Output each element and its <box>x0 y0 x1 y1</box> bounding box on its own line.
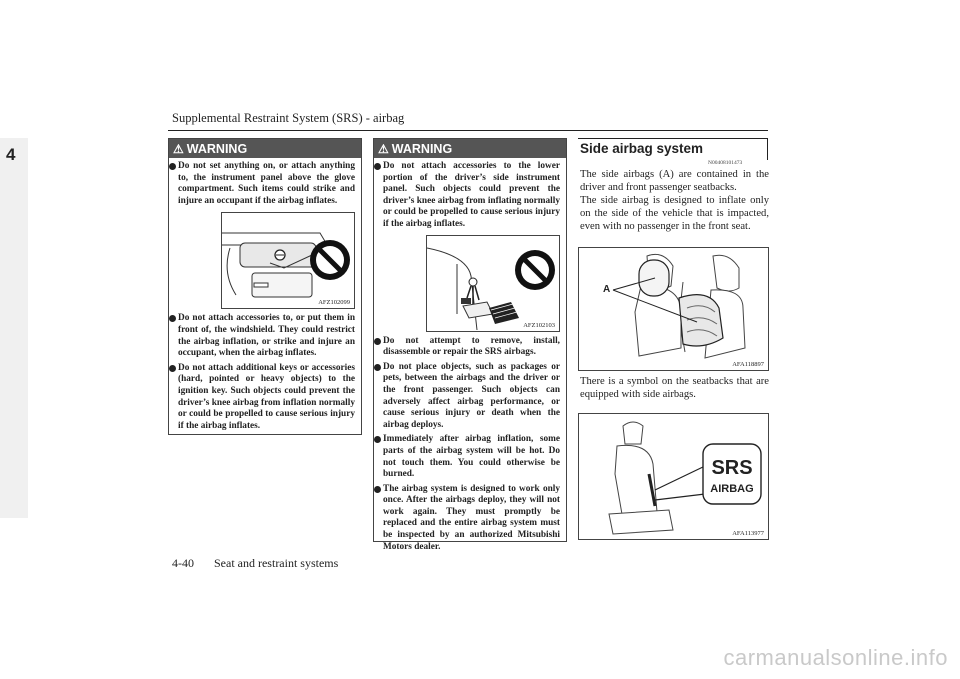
bullet-dot-icon <box>169 315 176 322</box>
figure-code: AFZ102099 <box>318 299 350 307</box>
warning-bullet <box>169 313 361 359</box>
section-title: Side airbag system <box>580 141 704 156</box>
knee-panel-illustration <box>427 236 560 331</box>
side-airbag-seat-figure <box>578 247 769 371</box>
warning-bullet <box>169 161 361 207</box>
bullet-text: Immediately after airbag inflation, some parts of the airbag system will be hot. Do not touch them. You could otherwise be burned. <box>383 434 560 480</box>
page-number: 4-40 <box>172 556 194 570</box>
warning-triangle-icon: ⚠ <box>378 141 389 156</box>
middle-warning-box <box>373 138 567 552</box>
chapter-tab <box>0 138 28 518</box>
footer-section-name: Seat and restraint systems <box>214 556 339 570</box>
header-rule <box>168 130 768 131</box>
bullet-text: Do not attach accessories to the lower portion of the driver’s side instrument panel. Such objects could prevent the driver’s knee airbag from inflating normally or could be propelled to cause serious injury if the airbag inflates. <box>383 161 560 229</box>
warning-triangle-icon: ⚠ <box>173 141 184 156</box>
paragraph-seatback-symbol: There is a symbol on the seatbacks that are equipped with side airbags. <box>580 376 769 401</box>
left-warning-heading: WARNING <box>186 141 248 156</box>
left-warning-box <box>168 138 362 435</box>
middle-warning-header <box>374 139 566 158</box>
instrument-panel-illustration <box>222 213 355 308</box>
bullet-text: Do not attach additional keys or accessories (hard, pointed or heavy objects) to the ignition key. Such objects could prevent the driver’s knee airbag from inflation normally or could be propelled to cause serious injury if the airbag inflates. <box>178 362 355 431</box>
bullet-dot-icon <box>169 365 176 372</box>
glovebox-figure <box>221 212 355 309</box>
bullet-dot-icon <box>374 486 381 493</box>
paragraph-side-airbags-location: The side airbags (A) are contained in the driver and front passenger seatbacks. <box>580 169 769 194</box>
bullet-text: Do not place objects, such as packages or pets, between the airbags and the driver or the front passenger. Such objects can adversely affect airbag performance, or cause serious injury or death when the airbag deploys. <box>383 361 560 430</box>
srs-airbag-seat-illustration <box>579 414 768 539</box>
left-warning-header <box>169 139 361 158</box>
bullet-dot-icon <box>374 163 381 170</box>
figure-code: AFA118897 <box>732 361 764 368</box>
warning-bullet <box>374 484 566 554</box>
figure-code: AFA113977 <box>732 530 764 537</box>
middle-warning-heading: WARNING <box>391 141 453 156</box>
srs-text: SRS <box>711 457 753 479</box>
bullet-text: Do not attach accessories to, or put them in front of, the windshield. They could restrict the airbag inflation, or strike and injure an occupant, when the airbag inflates. <box>178 313 355 359</box>
seat-airbag-illustration <box>579 248 768 370</box>
bullet-text: The airbag system is designed to work only once. After the airbags deploy, they will not work again. They must promptly be replaced and the entire airbag system must be inspected by an authorized Mitsubishi Motors dealer. <box>383 483 560 552</box>
bullet-text: Do not attempt to remove, install, disassemble or repair the SRS airbags. <box>383 335 560 358</box>
bullet-dot-icon <box>169 163 176 170</box>
watermark: carmanualsonline.info <box>723 645 948 670</box>
paragraph-side-airbag-function: The side airbag is designed to inflate only on the side of the vehicle that is impacted, even with no passenger in the front seat. <box>580 195 769 233</box>
srs-symbol-figure <box>578 413 769 540</box>
running-header-title: Supplemental Restraint System (SRS) - airbag <box>172 111 405 125</box>
reference-code: N00408101473 <box>708 160 743 166</box>
warning-bullet <box>374 336 566 359</box>
airbag-text: AIRBAG <box>710 483 754 495</box>
figure-code: AFZ102103 <box>523 321 555 329</box>
bullet-dot-icon <box>374 436 381 443</box>
warning-bullet <box>374 362 566 432</box>
bullet-text: Do not set anything on, or attach anything to, the instrument panel above the glove compartment. Such items could strike and injure an occupant if the airbag inflates. <box>178 161 355 206</box>
airbag-callout-label: A <box>603 284 611 295</box>
warning-bullet <box>374 434 566 480</box>
warning-bullet <box>374 161 566 231</box>
warning-bullet <box>169 363 361 433</box>
bullet-dot-icon <box>374 338 381 345</box>
chapter-number: 4 <box>6 145 16 164</box>
bullet-dot-icon <box>374 364 381 371</box>
knee-panel-figure <box>426 235 560 332</box>
